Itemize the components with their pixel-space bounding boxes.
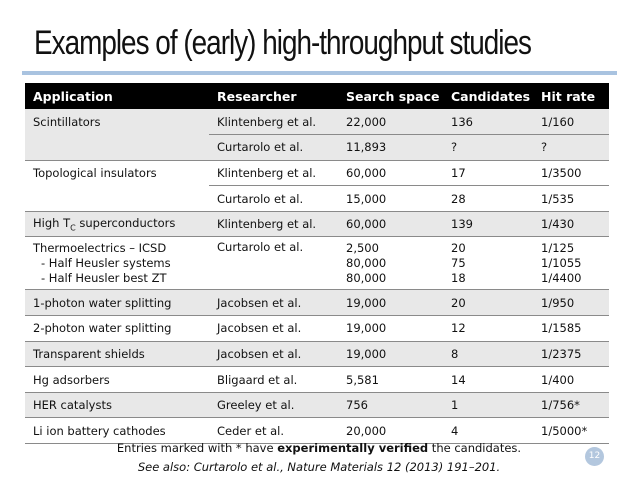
title-divider bbox=[22, 71, 617, 75]
cell-application: Scintillators bbox=[33, 114, 101, 129]
footnote-pre: Entries marked with * have bbox=[116, 441, 278, 455]
page-number-badge: 12 bbox=[585, 447, 604, 466]
table-row bbox=[25, 237, 609, 290]
table-row bbox=[25, 290, 609, 316]
cell-hit-rate: 1/3500 bbox=[533, 160, 609, 186]
table-row bbox=[25, 186, 609, 212]
cell-application bbox=[25, 186, 209, 212]
table-row bbox=[25, 367, 609, 393]
table-row bbox=[25, 316, 609, 342]
cell-researcher: Curtarolo et al. bbox=[209, 186, 338, 212]
header-application: Application bbox=[33, 88, 113, 104]
cell-hit-rate: 1/400 bbox=[533, 367, 609, 393]
cell-candidates: 139 bbox=[443, 211, 533, 237]
cell-application bbox=[25, 211, 209, 237]
cell-candidates bbox=[443, 237, 533, 290]
cell-hit-rate: ? bbox=[533, 135, 609, 161]
footnote-bold: experimentally verified bbox=[277, 441, 429, 455]
cell-search-space: 11,893 bbox=[338, 135, 443, 161]
header-hit-rate: Hit rate bbox=[541, 88, 596, 104]
hit-line: 1/125 bbox=[541, 240, 575, 255]
table-row bbox=[25, 211, 609, 237]
researcher-line: Curtarolo et al. bbox=[217, 240, 304, 255]
hit-line: 1/1055 bbox=[541, 255, 582, 270]
cell-hit-rate: 1/2375 bbox=[533, 341, 609, 367]
cell-application: Hg adsorbers bbox=[25, 367, 209, 393]
application-line: - Half Heusler systems bbox=[41, 255, 171, 270]
cell-hit-rate: 1/430 bbox=[533, 211, 609, 237]
cell-hit-rate: 1/535 bbox=[533, 186, 609, 212]
candidates-line: 20 bbox=[451, 240, 466, 255]
cell-candidates: 20 bbox=[443, 290, 533, 316]
cell-candidates: 136 bbox=[443, 109, 533, 135]
cell-candidates: 14 bbox=[443, 367, 533, 393]
cell-application: 1-photon water splitting bbox=[25, 290, 209, 316]
application-line: - Half Heusler best ZT bbox=[41, 270, 167, 285]
cell-search-space: 19,000 bbox=[338, 316, 443, 342]
cell-hit-rate: 1/5000* bbox=[533, 418, 609, 444]
studies-table bbox=[25, 83, 609, 444]
cell-researcher bbox=[209, 237, 338, 290]
cell-hit-rate bbox=[533, 237, 609, 290]
cell-hit-rate: 1/1585 bbox=[533, 316, 609, 342]
cell-application: Transparent shields bbox=[25, 341, 209, 367]
cell-researcher: Jacobsen et al. bbox=[209, 290, 338, 316]
cell-hit-rate: 1/756* bbox=[533, 392, 609, 418]
cell-search-space: 20,000 bbox=[338, 418, 443, 444]
candidates-line: 75 bbox=[451, 255, 466, 270]
table-row bbox=[25, 109, 609, 135]
candidates-line: 18 bbox=[451, 270, 466, 285]
cell-search-space: 15,000 bbox=[338, 186, 443, 212]
cell-candidates: 8 bbox=[443, 341, 533, 367]
footnote-verified bbox=[0, 441, 638, 455]
cell-search-space: 5,581 bbox=[338, 367, 443, 393]
cell-candidates: 17 bbox=[443, 160, 533, 186]
search-line: 80,000 bbox=[346, 255, 387, 270]
cell-candidates: 1 bbox=[443, 392, 533, 418]
cell-researcher: Jacobsen et al. bbox=[209, 341, 338, 367]
cell-candidates: ? bbox=[443, 135, 533, 161]
cell-researcher: Klintenberg et al. bbox=[209, 109, 338, 135]
cell-search-space: 756 bbox=[338, 392, 443, 418]
cell-researcher: Klintenberg et al. bbox=[209, 211, 338, 237]
cell-search-space: 19,000 bbox=[338, 341, 443, 367]
cell-search-space bbox=[338, 237, 443, 290]
cell-researcher: Greeley et al. bbox=[209, 392, 338, 418]
table-row bbox=[25, 418, 609, 444]
cell-application: Topological insulators bbox=[33, 166, 157, 181]
cell-researcher: Jacobsen et al. bbox=[209, 316, 338, 342]
cell-search-space: 60,000 bbox=[338, 211, 443, 237]
footnote-post: the candidates. bbox=[428, 441, 522, 455]
header-search-space: Search space bbox=[346, 88, 440, 104]
hit-line: 1/4400 bbox=[541, 270, 582, 285]
application-prefix: High T bbox=[33, 216, 71, 231]
cell-search-space: 22,000 bbox=[338, 109, 443, 135]
cell-candidates: 28 bbox=[443, 186, 533, 212]
application-line: Thermoelectrics – ICSD bbox=[33, 240, 167, 255]
table-row bbox=[25, 160, 609, 186]
cell-researcher: Ceder et al. bbox=[209, 418, 338, 444]
cell-researcher: Bligaard et al. bbox=[209, 367, 338, 393]
application-suffix: superconductors bbox=[75, 216, 176, 231]
cell-candidates: 4 bbox=[443, 418, 533, 444]
cell-researcher: Klintenberg et al. bbox=[209, 160, 338, 186]
cell-researcher: Curtarolo et al. bbox=[209, 135, 338, 161]
slide-title: Examples of (early) high-throughput studies bbox=[34, 24, 531, 62]
cell-application: HER catalysts bbox=[25, 392, 209, 418]
application-subscript: C bbox=[70, 223, 76, 233]
header-researcher: Researcher bbox=[217, 88, 297, 104]
table-header-row bbox=[25, 83, 609, 109]
cell-hit-rate: 1/160 bbox=[533, 109, 609, 135]
table-row bbox=[25, 392, 609, 418]
cell-search-space: 60,000 bbox=[338, 160, 443, 186]
header-candidates: Candidates bbox=[451, 88, 531, 104]
cell-application bbox=[25, 237, 209, 290]
cell-application: Li ion battery cathodes bbox=[25, 418, 209, 444]
cell-search-space: 19,000 bbox=[338, 290, 443, 316]
search-line: 80,000 bbox=[346, 270, 387, 285]
footnote-reference: See also: Curtarolo et al., Nature Materials 12 (2013) 191–201. bbox=[137, 460, 501, 474]
table-row bbox=[25, 135, 609, 161]
table-row bbox=[25, 341, 609, 367]
search-line: 2,500 bbox=[346, 240, 379, 255]
cell-application: 2-photon water splitting bbox=[25, 316, 209, 342]
cell-application bbox=[25, 135, 209, 161]
cell-candidates: 12 bbox=[443, 316, 533, 342]
cell-hit-rate: 1/950 bbox=[533, 290, 609, 316]
